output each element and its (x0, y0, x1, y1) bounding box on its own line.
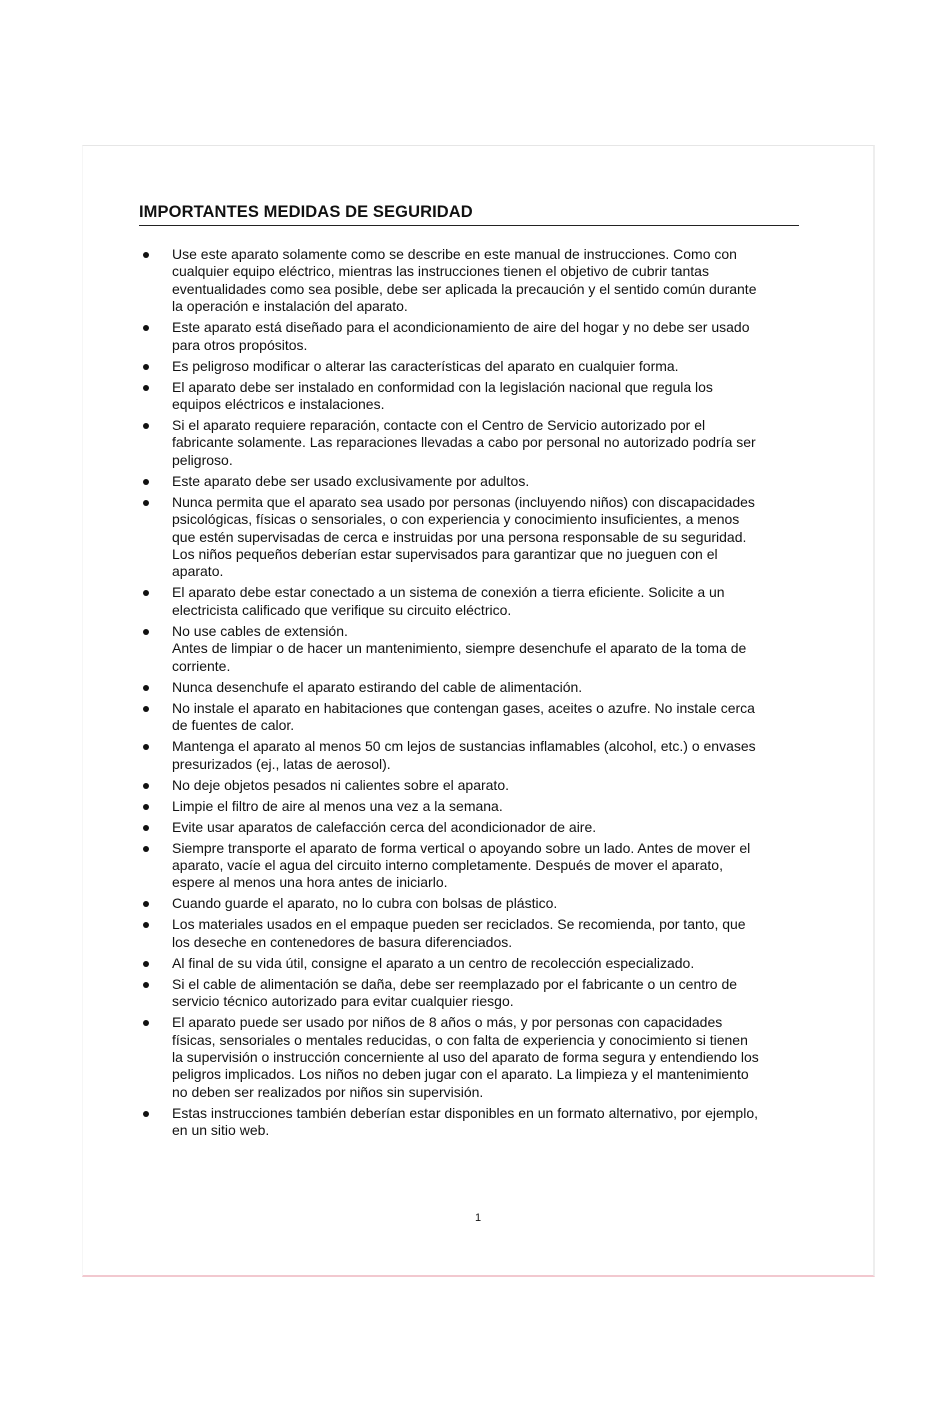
bullet-icon (143, 901, 149, 907)
list-item-text-line: para otros propósitos. (172, 336, 308, 353)
list-item-text-line: Evite usar aparatos de calefacción cerca del acondicionador de aire. (172, 818, 597, 835)
list-item (139, 319, 819, 354)
list-item-text-line: en un sitio web. (172, 1122, 270, 1139)
list-item-text-line: cualquier equipo eléctrico, mientras las instrucciones tienen el objetivo de cubrir tantas (172, 263, 709, 280)
list-item-text-line: Mantenga el aparato al menos 50 cm lejos de sustancias inflamables (alcohol, etc.) o envases (172, 738, 756, 755)
list-item-text-line: No instale el aparato en habitaciones que contengan gases, aceites o azufre. No instale cerca (172, 699, 755, 716)
list-item-text-line: El aparato debe ser instalado en conformidad con la legislación nacional que regula los (172, 378, 713, 395)
bullet-icon (143, 982, 149, 988)
list-item-text-line: Nunca desenchufe el aparato estirando del cable de alimentación. (172, 678, 583, 695)
list-item-text-line: Al final de su vida útil, consigne el aparato a un centro de recolección especializado. (172, 954, 695, 971)
list-item-text-line: corriente. (172, 657, 231, 674)
list-item-text-line: que estén supervisadas de cerca e instruidas por una persona responsable de su seguridad. (172, 528, 747, 545)
list-item-text-line: servicio técnico autorizado para evitar cualquier riesgo. (172, 993, 514, 1010)
list-item (139, 584, 819, 619)
list-item-text-line: Limpie el filtro de aire al menos una vez a la semana. (172, 797, 503, 814)
list-item-text-line: Antes de limpiar o de hacer un mantenimiento, siempre desenchufe el aparato de la toma de (172, 640, 747, 657)
list-item (139, 623, 819, 675)
page-number: 1 (474, 1212, 482, 1224)
list-item-text-line: los deseche en contenedores de basura diferenciados. (172, 933, 513, 950)
list-item-text-line: peligros implicados. Los niños no deben jugar con el aparato. La limpieza y el mantenimiento (172, 1066, 749, 1083)
bullet-icon (143, 500, 149, 506)
bullet-icon (143, 629, 149, 635)
list-item (139, 895, 819, 912)
list-item (139, 819, 819, 836)
list-item-text-line: No deje objetos pesados ni calientes sobre el aparato. (172, 776, 509, 793)
list-item-text-line: El aparato puede ser usado por niños de 8 años o más, y por personas con capacidades (172, 1014, 723, 1031)
bullet-icon (143, 590, 149, 596)
list-item-text-line: aparato. (172, 563, 224, 580)
list-item-text-line: no deben ser realizados por niños sin supervisión. (172, 1083, 484, 1100)
list-item (139, 955, 819, 972)
list-item-text-line: aparato, vacíe el agua del circuito interno completamente. Después de mover el aparato, (172, 856, 723, 873)
bullet-icon (143, 385, 149, 391)
bullet-icon (143, 783, 149, 789)
list-item (139, 379, 819, 414)
list-item-text-line: espere al menos una hora antes de iniciarlo. (172, 874, 448, 891)
list-item (139, 679, 819, 696)
bullet-icon (143, 423, 149, 429)
list-item (139, 417, 819, 469)
list-item (139, 777, 819, 794)
bullet-icon (143, 922, 149, 928)
list-item (139, 358, 819, 375)
bullet-icon (143, 825, 149, 831)
bullet-icon (143, 479, 149, 485)
bullet-icon (143, 364, 149, 370)
list-item (139, 916, 819, 951)
list-item-text-line: Cuando guarde el aparato, no lo cubra con bolsas de plástico. (172, 895, 558, 912)
bullet-icon (143, 706, 149, 712)
bullet-icon (143, 325, 149, 331)
list-item-text-line: equipos eléctricos e instalaciones. (172, 396, 385, 413)
list-item-text-line: Este aparato debe ser usado exclusivamente por adultos. (172, 472, 530, 489)
list-item-text-line: Los materiales usados en el empaque pueden ser reciclados. Se recomienda, por tanto, que (172, 916, 746, 933)
list-item-text-line: la operación e instalación del aparato. (172, 298, 408, 315)
list-item-text-line: de fuentes de calor. (172, 717, 295, 734)
list-item-text-line: psicológicas, físicas o sensoriales, o con experiencia y conocimiento insuficientes, a menos (172, 511, 740, 528)
list-item-text-line: Siempre transporte el aparato de forma vertical o apoyando sobre un lado. Antes de mover el (172, 839, 751, 856)
bullet-icon (143, 1111, 149, 1117)
list-item-text-line: Si el cable de alimentación se daña, debe ser reemplazado por el fabricante o un centro de (172, 975, 738, 992)
list-item (139, 494, 819, 581)
list-item (139, 1105, 819, 1140)
list-item (139, 1014, 819, 1101)
bullet-icon (143, 685, 149, 691)
list-item-text-line: fabricante solamente. Las reparaciones llevadas a cabo por personal no autorizado podría ser (172, 434, 756, 451)
list-item (139, 738, 819, 773)
list-item-text-line: No use cables de extensión. (172, 622, 348, 639)
safety-instructions-list (139, 246, 819, 1143)
list-item (139, 798, 819, 815)
list-item-text-line: Es peligroso modificar o alterar las características del aparato en cualquier forma. (172, 357, 679, 374)
bullet-icon (143, 1020, 149, 1026)
bullet-icon (143, 252, 149, 258)
document-page (82, 145, 875, 1277)
list-item (139, 700, 819, 735)
bullet-icon (143, 846, 149, 852)
list-item-text-line: Este aparato está diseñado para el acondicionamiento de aire del hogar y no debe ser usado (172, 319, 750, 336)
list-item-text-line: peligroso. (172, 451, 233, 468)
list-item (139, 976, 819, 1011)
list-item-text-line: eventualidades como sea posible, debe ser aplicada la precaución y el sentido común durante (172, 280, 757, 297)
list-item-text-line: presurizados (ej., latas de aerosol). (172, 755, 391, 772)
list-item-text-line: Estas instrucciones también deberían estar disponibles en un formato alternativo, por ejemplo, (172, 1104, 758, 1121)
section-heading: IMPORTANTES MEDIDAS DE SEGURIDAD (139, 202, 799, 226)
list-item (139, 840, 819, 892)
list-item-text-line: El aparato debe estar conectado a un sistema de conexión a tierra eficiente. Solicite a un (172, 584, 725, 601)
bullet-icon (143, 744, 149, 750)
list-item-text-line: electricista calificado que verifique su circuito eléctrico. (172, 601, 512, 618)
list-item-text-line: Si el aparato requiere reparación, contacte con el Centro de Servicio autorizado por el (172, 417, 706, 434)
list-item-text-line: físicas, sensoriales o mentales reducidas, o con falta de experiencia y conocimiento si tienen (172, 1031, 748, 1048)
list-item-text-line: la supervisión o instrucción concerniente al uso del aparato de forma segura y entendiendo los (172, 1048, 759, 1065)
bullet-icon (143, 804, 149, 810)
list-item-text-line: Los niños pequeños deberían estar supervisados para garantizar que no jueguen con el (172, 546, 718, 563)
list-item (139, 473, 819, 490)
bullet-icon (143, 961, 149, 967)
list-item-text-line: Use este aparato solamente como se describe en este manual de instrucciones. Como con (172, 246, 737, 262)
list-item-text-line: Nunca permita que el aparato sea usado por personas (incluyendo niños) con discapacidades (172, 493, 755, 510)
list-item (139, 246, 819, 316)
